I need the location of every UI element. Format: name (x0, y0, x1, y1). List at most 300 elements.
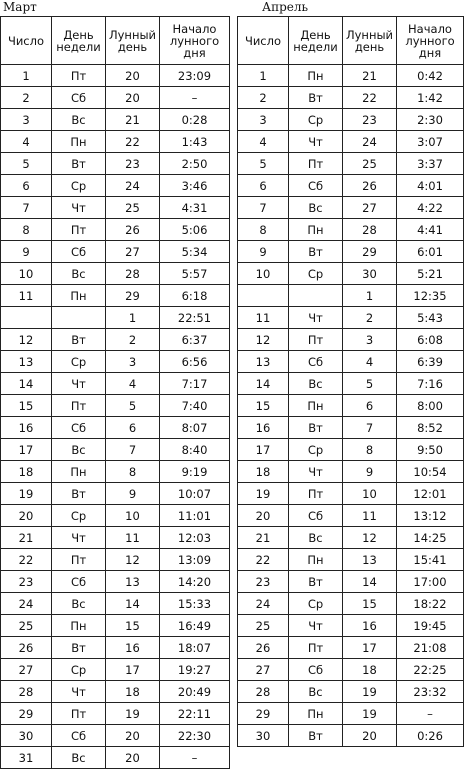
cell-lunar-day-start: 8:40 (160, 439, 230, 461)
cell-weekday: Пт (289, 483, 343, 505)
cell-lunar-day-start: 5:34 (160, 241, 230, 263)
cell-lunar-day-start: 18:07 (160, 637, 230, 659)
cell-weekday: Ср (52, 175, 106, 197)
cell-day-number: 23 (238, 571, 289, 593)
cell-lunar-day: 12 (106, 549, 160, 571)
cell-lunar-day: 28 (343, 219, 397, 241)
header-day-number: Число (238, 17, 289, 65)
cell-weekday: Вт (52, 329, 106, 351)
cell-weekday: Сб (52, 417, 106, 439)
table-row (238, 615, 464, 637)
cell-day-number: 3 (1, 109, 52, 131)
cell-lunar-day-start: 21:08 (397, 637, 464, 659)
cell-weekday: Чт (289, 131, 343, 153)
cell-lunar-day-start: 6:08 (397, 329, 464, 351)
month-title-march: Март (3, 0, 37, 14)
cell-day-number: 14 (238, 373, 289, 395)
table-row (1, 65, 230, 87)
cell-weekday: Чт (289, 615, 343, 637)
cell-day-number: 30 (1, 725, 52, 747)
cell-weekday: Пт (289, 329, 343, 351)
cell-weekday: Вс (289, 681, 343, 703)
table-row (1, 681, 230, 703)
cell-lunar-day: 4 (343, 351, 397, 373)
table-row (238, 241, 464, 263)
cell-day-number: 22 (238, 549, 289, 571)
cell-lunar-day-start: 11:01 (160, 505, 230, 527)
cell-lunar-day-start: 22:51 (160, 307, 230, 329)
table-row (1, 571, 230, 593)
cell-weekday: Вс (52, 263, 106, 285)
cell-day-number: 29 (1, 703, 52, 725)
table-row (1, 637, 230, 659)
table-row (238, 505, 464, 527)
cell-lunar-day: 23 (343, 109, 397, 131)
cell-day-number: 25 (1, 615, 52, 637)
cell-weekday: Вс (52, 439, 106, 461)
cell-lunar-day-start: 0:26 (397, 725, 464, 747)
cell-lunar-day-start: 5:06 (160, 219, 230, 241)
cell-lunar-day: 24 (106, 175, 160, 197)
cell-weekday: Пт (289, 153, 343, 175)
cell-day-number (1, 307, 52, 329)
cell-weekday: Вт (289, 417, 343, 439)
cell-weekday: Сб (52, 87, 106, 109)
cell-day-number: 12 (238, 329, 289, 351)
table-row (1, 373, 230, 395)
cell-lunar-day: 8 (106, 461, 160, 483)
cell-lunar-day: 10 (343, 483, 397, 505)
table-row (238, 263, 464, 285)
month-title-april: Апрель (262, 0, 309, 14)
cell-day-number: 13 (238, 351, 289, 373)
cell-lunar-day-start: 5:21 (397, 263, 464, 285)
cell-lunar-day-start: 6:01 (397, 241, 464, 263)
cell-weekday: Чт (289, 461, 343, 483)
cell-lunar-day: 10 (106, 505, 160, 527)
header-row (1, 17, 230, 65)
cell-day-number: 5 (238, 153, 289, 175)
cell-day-number: 18 (238, 461, 289, 483)
cell-weekday: Пн (52, 285, 106, 307)
cell-lunar-day-start: 19:27 (160, 659, 230, 681)
table-row (1, 549, 230, 571)
cell-lunar-day-start: 8:00 (397, 395, 464, 417)
cell-lunar-day: 6 (106, 417, 160, 439)
table-row (238, 373, 464, 395)
cell-lunar-day: 25 (343, 153, 397, 175)
cell-lunar-day: 14 (343, 571, 397, 593)
cell-lunar-day: 2 (343, 307, 397, 329)
table-row (1, 197, 230, 219)
cell-lunar-day: 8 (343, 439, 397, 461)
cell-lunar-day-start: 8:07 (160, 417, 230, 439)
cell-weekday: Пн (289, 549, 343, 571)
cell-lunar-day-start: 15:41 (397, 549, 464, 571)
cell-weekday: Сб (52, 725, 106, 747)
cell-lunar-day: 15 (106, 615, 160, 637)
cell-lunar-day: 19 (343, 703, 397, 725)
cell-weekday: Вс (289, 527, 343, 549)
cell-lunar-day: 20 (106, 65, 160, 87)
cell-lunar-day: 22 (343, 87, 397, 109)
cell-lunar-day: 5 (343, 373, 397, 395)
cell-lunar-day: 25 (106, 197, 160, 219)
cell-lunar-day: 27 (343, 197, 397, 219)
cell-day-number: 25 (238, 615, 289, 637)
header-lunar-day-start: Начало лунного дня (397, 17, 464, 65)
table-row (238, 593, 464, 615)
table-row (1, 703, 230, 725)
table-row (1, 241, 230, 263)
cell-day-number: 31 (1, 747, 52, 769)
cell-lunar-day: 20 (106, 87, 160, 109)
cell-day-number: 8 (1, 219, 52, 241)
cell-lunar-day-start: 6:37 (160, 329, 230, 351)
cell-weekday: Сб (289, 351, 343, 373)
cell-lunar-day-start: 15:33 (160, 593, 230, 615)
header-day-number: Число (1, 17, 52, 65)
cell-weekday: Вт (52, 637, 106, 659)
cell-day-number: 27 (1, 659, 52, 681)
cell-day-number: 16 (1, 417, 52, 439)
cell-day-number: 26 (238, 637, 289, 659)
table-row (1, 659, 230, 681)
cell-lunar-day-start: 3:37 (397, 153, 464, 175)
cell-lunar-day: 20 (106, 725, 160, 747)
cell-day-number: 15 (1, 395, 52, 417)
table-row (238, 703, 464, 725)
cell-day-number: 8 (238, 219, 289, 241)
table-row (1, 285, 230, 307)
cell-lunar-day-start: 13:12 (397, 505, 464, 527)
table-row (1, 527, 230, 549)
cell-day-number: 2 (238, 87, 289, 109)
cell-lunar-day: 11 (343, 505, 397, 527)
cell-lunar-day-start: 0:28 (160, 109, 230, 131)
cell-lunar-day: 12 (343, 527, 397, 549)
cell-lunar-day-start: 22:30 (160, 725, 230, 747)
cell-lunar-day-start: 7:16 (397, 373, 464, 395)
cell-weekday: Чт (52, 197, 106, 219)
cell-lunar-day-start: 6:39 (397, 351, 464, 373)
cell-day-number: 24 (238, 593, 289, 615)
table-row (238, 725, 464, 747)
cell-lunar-day-start: 3:07 (397, 131, 464, 153)
table-row (238, 307, 464, 329)
cell-weekday: Пт (52, 703, 106, 725)
table-row (238, 109, 464, 131)
table-row (238, 681, 464, 703)
cell-lunar-day: 21 (343, 65, 397, 87)
table-row (1, 263, 230, 285)
table-row (238, 571, 464, 593)
cell-weekday: Пт (52, 395, 106, 417)
cell-lunar-day: 17 (343, 637, 397, 659)
cell-weekday: Ср (289, 109, 343, 131)
table-row (1, 109, 230, 131)
cell-lunar-day-start: 6:56 (160, 351, 230, 373)
cell-day-number: 22 (1, 549, 52, 571)
cell-weekday: Пт (52, 549, 106, 571)
header-weekday: День недели (289, 17, 343, 65)
cell-lunar-day-start: 16:49 (160, 615, 230, 637)
cell-lunar-day-start: 9:50 (397, 439, 464, 461)
cell-day-number: 27 (238, 659, 289, 681)
header-lunar-day: Лунный день (106, 17, 160, 65)
cell-day-number: 28 (1, 681, 52, 703)
cell-day-number: 19 (238, 483, 289, 505)
cell-lunar-day: 3 (343, 329, 397, 351)
cell-lunar-day-start: 20:49 (160, 681, 230, 703)
cell-day-number: 4 (238, 131, 289, 153)
cell-lunar-day-start: 5:57 (160, 263, 230, 285)
cell-lunar-day-start: – (397, 703, 464, 725)
cell-lunar-day: 26 (343, 175, 397, 197)
cell-lunar-day-start: 13:09 (160, 549, 230, 571)
cell-weekday: Вт (289, 725, 343, 747)
lunar-table-march (0, 16, 230, 769)
table-row (238, 549, 464, 571)
cell-day-number: 7 (1, 197, 52, 219)
cell-lunar-day: 1 (106, 307, 160, 329)
cell-day-number: 20 (1, 505, 52, 527)
cell-weekday: Пн (289, 703, 343, 725)
table-row (238, 329, 464, 351)
cell-weekday: Ср (52, 659, 106, 681)
cell-lunar-day: 16 (343, 615, 397, 637)
cell-day-number: 13 (1, 351, 52, 373)
header-row (238, 17, 464, 65)
table-row (238, 417, 464, 439)
cell-weekday: Сб (289, 505, 343, 527)
cell-lunar-day-start: 9:19 (160, 461, 230, 483)
cell-lunar-day: 3 (106, 351, 160, 373)
table-row (1, 483, 230, 505)
cell-day-number: 14 (1, 373, 52, 395)
table-row (238, 197, 464, 219)
cell-day-number: 16 (238, 417, 289, 439)
cell-lunar-day: 26 (106, 219, 160, 241)
cell-lunar-day: 20 (106, 747, 160, 769)
cell-weekday: Вт (289, 571, 343, 593)
cell-day-number: 21 (1, 527, 52, 549)
cell-weekday: Чт (52, 681, 106, 703)
table-row (238, 483, 464, 505)
table-row (238, 131, 464, 153)
cell-lunar-day-start: – (160, 87, 230, 109)
table-row (1, 395, 230, 417)
cell-day-number: 2 (1, 87, 52, 109)
table-row (238, 153, 464, 175)
cell-day-number: 20 (238, 505, 289, 527)
table-row (238, 65, 464, 87)
cell-lunar-day-start: 14:25 (397, 527, 464, 549)
cell-lunar-day: 15 (343, 593, 397, 615)
table-row (238, 659, 464, 681)
cell-lunar-day: 14 (106, 593, 160, 615)
cell-lunar-day-start: 10:07 (160, 483, 230, 505)
table-row (1, 615, 230, 637)
cell-lunar-day: 23 (106, 153, 160, 175)
cell-day-number: 21 (238, 527, 289, 549)
cell-lunar-day-start: 3:46 (160, 175, 230, 197)
cell-lunar-day: 17 (106, 659, 160, 681)
table-row (238, 175, 464, 197)
cell-weekday: Пт (52, 219, 106, 241)
cell-lunar-day: 27 (106, 241, 160, 263)
cell-weekday: Пт (289, 637, 343, 659)
cell-lunar-day: 29 (106, 285, 160, 307)
cell-day-number (238, 285, 289, 307)
table-row (1, 329, 230, 351)
cell-lunar-day-start: 6:18 (160, 285, 230, 307)
cell-day-number: 30 (238, 725, 289, 747)
cell-day-number: 28 (238, 681, 289, 703)
cell-day-number: 15 (238, 395, 289, 417)
cell-lunar-day: 9 (343, 461, 397, 483)
cell-lunar-day: 2 (106, 329, 160, 351)
cell-lunar-day: 22 (106, 131, 160, 153)
lunar-table-april (237, 16, 464, 747)
cell-lunar-day-start: 5:43 (397, 307, 464, 329)
table-row (1, 87, 230, 109)
cell-weekday: Пн (289, 65, 343, 87)
cell-lunar-day-start: 12:35 (397, 285, 464, 307)
cell-lunar-day: 7 (106, 439, 160, 461)
header-lunar-day-start: Начало лунного дня (160, 17, 230, 65)
table-row (238, 219, 464, 241)
cell-weekday: Вс (289, 373, 343, 395)
header-weekday: День недели (52, 17, 106, 65)
cell-lunar-day: 28 (106, 263, 160, 285)
table-row (238, 461, 464, 483)
cell-lunar-day-start: 7:17 (160, 373, 230, 395)
cell-weekday: Пн (52, 615, 106, 637)
cell-lunar-day-start: 8:52 (397, 417, 464, 439)
cell-day-number: 26 (1, 637, 52, 659)
cell-day-number: 18 (1, 461, 52, 483)
cell-lunar-day-start: 17:00 (397, 571, 464, 593)
cell-lunar-day: 21 (106, 109, 160, 131)
cell-weekday: Ср (289, 593, 343, 615)
cell-lunar-day: 30 (343, 263, 397, 285)
cell-weekday: Сб (52, 241, 106, 263)
cell-lunar-day-start: 23:09 (160, 65, 230, 87)
cell-lunar-day: 18 (343, 659, 397, 681)
cell-lunar-day-start: 1:42 (397, 87, 464, 109)
cell-day-number: 6 (238, 175, 289, 197)
table-row (1, 505, 230, 527)
table-row (1, 747, 230, 769)
cell-lunar-day: 9 (106, 483, 160, 505)
table-row (1, 219, 230, 241)
cell-lunar-day: 24 (343, 131, 397, 153)
cell-lunar-day-start: 22:25 (397, 659, 464, 681)
cell-weekday: Вт (52, 153, 106, 175)
table-row (238, 395, 464, 417)
cell-lunar-day-start: 12:03 (160, 527, 230, 549)
cell-lunar-day-start: 1:43 (160, 131, 230, 153)
cell-lunar-day: 19 (106, 703, 160, 725)
table-row (1, 593, 230, 615)
table-row (1, 725, 230, 747)
cell-lunar-day: 4 (106, 373, 160, 395)
cell-weekday (289, 285, 343, 307)
cell-weekday: Вт (289, 241, 343, 263)
cell-weekday: Вт (289, 87, 343, 109)
cell-weekday: Пн (289, 219, 343, 241)
cell-weekday: Пн (52, 461, 106, 483)
cell-weekday: Пн (289, 395, 343, 417)
cell-day-number: 10 (238, 263, 289, 285)
cell-weekday: Чт (52, 373, 106, 395)
table-row (1, 153, 230, 175)
cell-weekday: Пн (52, 131, 106, 153)
table-row (1, 175, 230, 197)
cell-weekday: Вт (52, 483, 106, 505)
table-row (1, 307, 230, 329)
cell-day-number: 11 (1, 285, 52, 307)
cell-lunar-day-start: 7:40 (160, 395, 230, 417)
cell-lunar-day-start: 19:45 (397, 615, 464, 637)
cell-weekday: Чт (52, 527, 106, 549)
table-row (1, 131, 230, 153)
cell-lunar-day-start: 4:01 (397, 175, 464, 197)
cell-weekday: Ср (52, 351, 106, 373)
cell-weekday: Сб (289, 175, 343, 197)
cell-day-number: 19 (1, 483, 52, 505)
table-row (238, 87, 464, 109)
cell-weekday (52, 307, 106, 329)
cell-day-number: 5 (1, 153, 52, 175)
cell-weekday: Пт (52, 65, 106, 87)
cell-day-number: 12 (1, 329, 52, 351)
cell-lunar-day: 20 (343, 725, 397, 747)
cell-lunar-day: 18 (106, 681, 160, 703)
cell-lunar-day: 1 (343, 285, 397, 307)
cell-lunar-day-start: 4:41 (397, 219, 464, 241)
cell-lunar-day-start: 4:22 (397, 197, 464, 219)
cell-weekday: Ср (52, 505, 106, 527)
cell-lunar-day: 13 (106, 571, 160, 593)
cell-lunar-day-start: 22:11 (160, 703, 230, 725)
cell-day-number: 10 (1, 263, 52, 285)
cell-lunar-day-start: 2:30 (397, 109, 464, 131)
table-row (1, 461, 230, 483)
cell-lunar-day: 7 (343, 417, 397, 439)
cell-weekday: Чт (289, 307, 343, 329)
cell-lunar-day: 29 (343, 241, 397, 263)
cell-lunar-day-start: 14:20 (160, 571, 230, 593)
cell-day-number: 17 (238, 439, 289, 461)
cell-weekday: Вс (52, 747, 106, 769)
cell-lunar-day-start: 23:32 (397, 681, 464, 703)
table-row (238, 285, 464, 307)
cell-lunar-day: 5 (106, 395, 160, 417)
cell-lunar-day: 6 (343, 395, 397, 417)
cell-day-number: 9 (238, 241, 289, 263)
table-row (238, 527, 464, 549)
cell-lunar-day-start: 2:50 (160, 153, 230, 175)
cell-lunar-day-start: 18:22 (397, 593, 464, 615)
cell-day-number: 6 (1, 175, 52, 197)
cell-weekday: Вс (52, 109, 106, 131)
table-row (238, 351, 464, 373)
cell-day-number: 1 (1, 65, 52, 87)
cell-lunar-day: 19 (343, 681, 397, 703)
table-row (1, 417, 230, 439)
